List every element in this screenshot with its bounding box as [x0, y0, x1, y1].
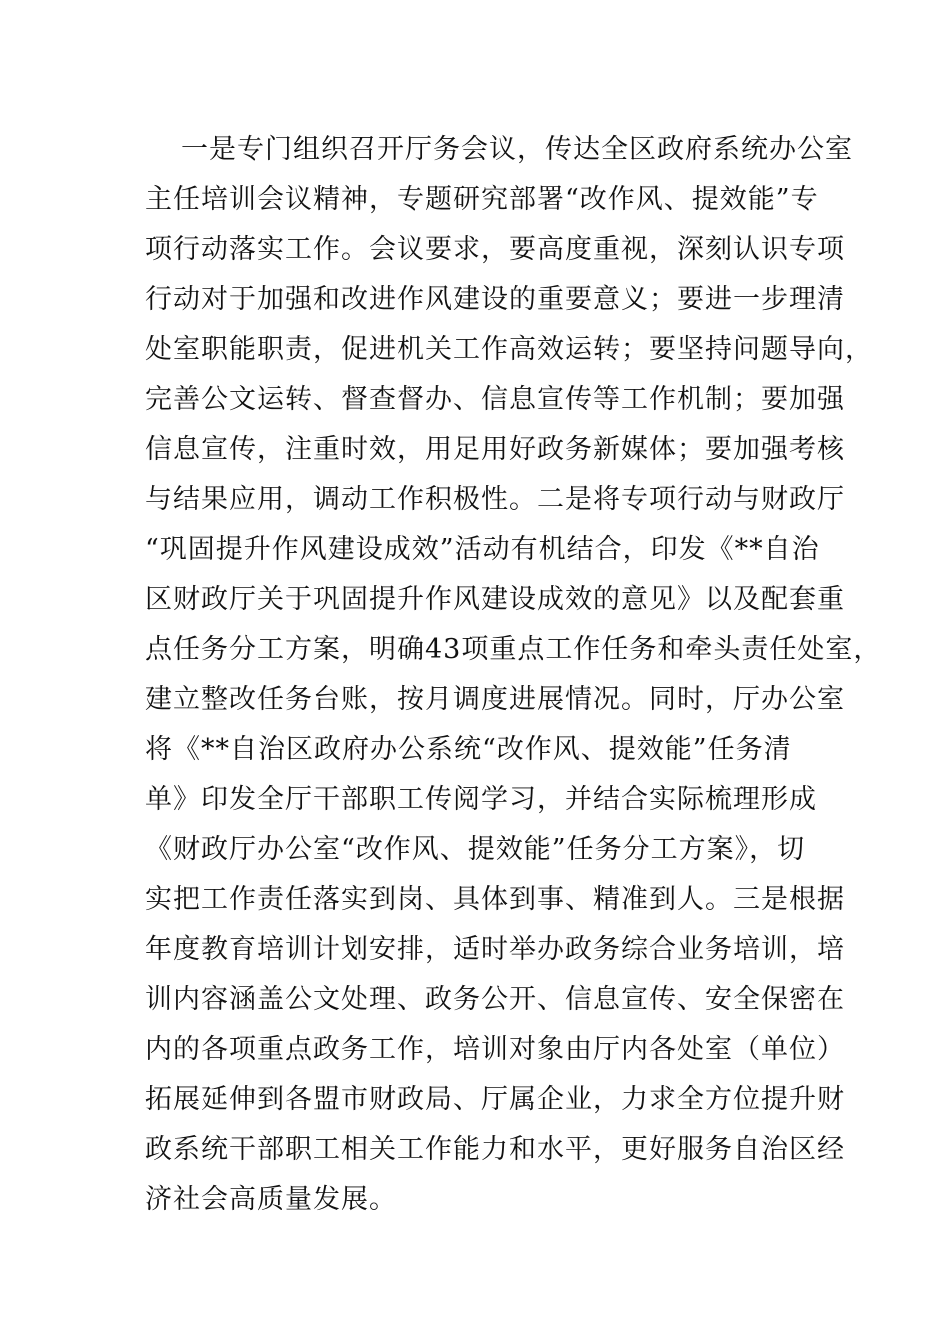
- text-line: 实把工作责任落实到岗、具体到事、精准到人。三是根据: [145, 884, 845, 915]
- text-line: 内的各项重点政务工作，培训对象由厅内各处室（单位）: [145, 1034, 845, 1065]
- text-line: 拓展延伸到各盟市财政局、厅属企业，力求全方位提升财: [145, 1084, 845, 1115]
- text-line: 完善公文运转、督查督办、信息宣传等工作机制；要加强: [145, 384, 845, 415]
- text-line: 济社会高质量发展。: [145, 1184, 397, 1215]
- text-line: 处室职能职责，促进机关工作高效运转；要坚持问题导向，: [145, 334, 873, 365]
- text-line: 与结果应用，调动工作积极性。二是将专项行动与财政厅: [145, 484, 845, 515]
- text-line: 点任务分工方案，明确43项重点工作任务和牵头责任处室，: [145, 634, 882, 665]
- text-line: 信息宣传，注重时效，用足用好政务新媒体；要加强考核: [145, 434, 845, 465]
- text-line: 将《**自治区政府办公系统“改作风、提效能”任务清: [145, 734, 792, 765]
- text-line: 政系统干部职工相关工作能力和水平，更好服务自治区经: [145, 1134, 845, 1165]
- text-line: 区财政厅关于巩固提升作风建设成效的意见》以及配套重: [145, 584, 845, 615]
- text-line: 单》印发全厅干部职工传阅学习，并结合实际梳理形成: [145, 784, 817, 815]
- body-paragraph: [145, 125, 882, 1225]
- text-line: “巩固提升作风建设成效”活动有机结合，印发《**自治: [145, 534, 820, 565]
- text-line: 《财政厅办公室“改作风、提效能”任务分工方案》，切: [145, 834, 806, 865]
- text-line: 主任培训会议精神，专题研究部署“改作风、提效能”专: [145, 184, 819, 215]
- text-line: 年度教育培训计划安排，适时举办政务综合业务培训，培: [145, 934, 845, 965]
- text-line: 一是专门组织召开厅务会议，传达全区政府系统办公室: [181, 134, 853, 165]
- text-line: 项行动落实工作。会议要求，要高度重视，深刻认识专项: [145, 234, 845, 265]
- text-line: 建立整改任务台账，按月调度进展情况。同时，厅办公室: [145, 684, 845, 715]
- text-line: 行动对于加强和改进作风建设的重要意义；要进一步理清: [145, 284, 845, 315]
- text-line: 训内容涵盖公文处理、政务公开、信息宣传、安全保密在: [145, 984, 845, 1015]
